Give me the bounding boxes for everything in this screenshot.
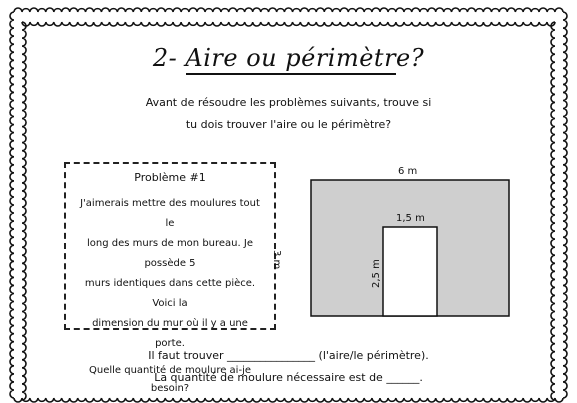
border-segment: [14, 398, 563, 402]
problem-line-2: long des murs de mon bureau. Je possède 5: [87, 238, 253, 269]
problem-box: [64, 162, 276, 394]
wall-height-label: 3 m: [271, 250, 282, 270]
border-segment: [22, 22, 26, 400]
answer-line-2: La quantité de moulure nécessaire est de ______.: [154, 371, 423, 384]
problem-question: Quelle quantité de moulure ai-je besoin?: [88, 365, 251, 394]
answer-line-1: Il faut trouver ________________ (l'aire/le périmètre).: [148, 349, 429, 362]
door-rectangle: [383, 227, 437, 316]
problem-title: Problème #1: [134, 171, 206, 184]
intro-line-1: Avant de résoudre les problèmes suivants, trouve si: [145, 96, 432, 109]
door-height-label: 2,5 m: [371, 259, 382, 288]
intro-line-2: tu dois trouver l'aire ou le périmètre?: [185, 118, 392, 131]
title-underline: [186, 73, 396, 75]
problem-line-3: murs identiques dans cette pièce. Voici la: [84, 278, 256, 309]
problem-line-1: J'aimerais mettre des moulures tout le: [80, 198, 260, 229]
wall-width-label: 6 m: [398, 166, 418, 177]
intro-text: [0, 92, 577, 136]
border-segment: [14, 8, 563, 12]
problem-line-4: dimension du mur où il y a une porte.: [92, 318, 248, 349]
border-segment: [551, 22, 555, 400]
door-width-label: 1,5 m: [396, 213, 425, 224]
page-title: 2- Aire ou périmètre?: [152, 44, 425, 72]
wall-diagram: [300, 160, 520, 330]
border-segment: [22, 22, 555, 26]
problem-text: [66, 194, 274, 354]
